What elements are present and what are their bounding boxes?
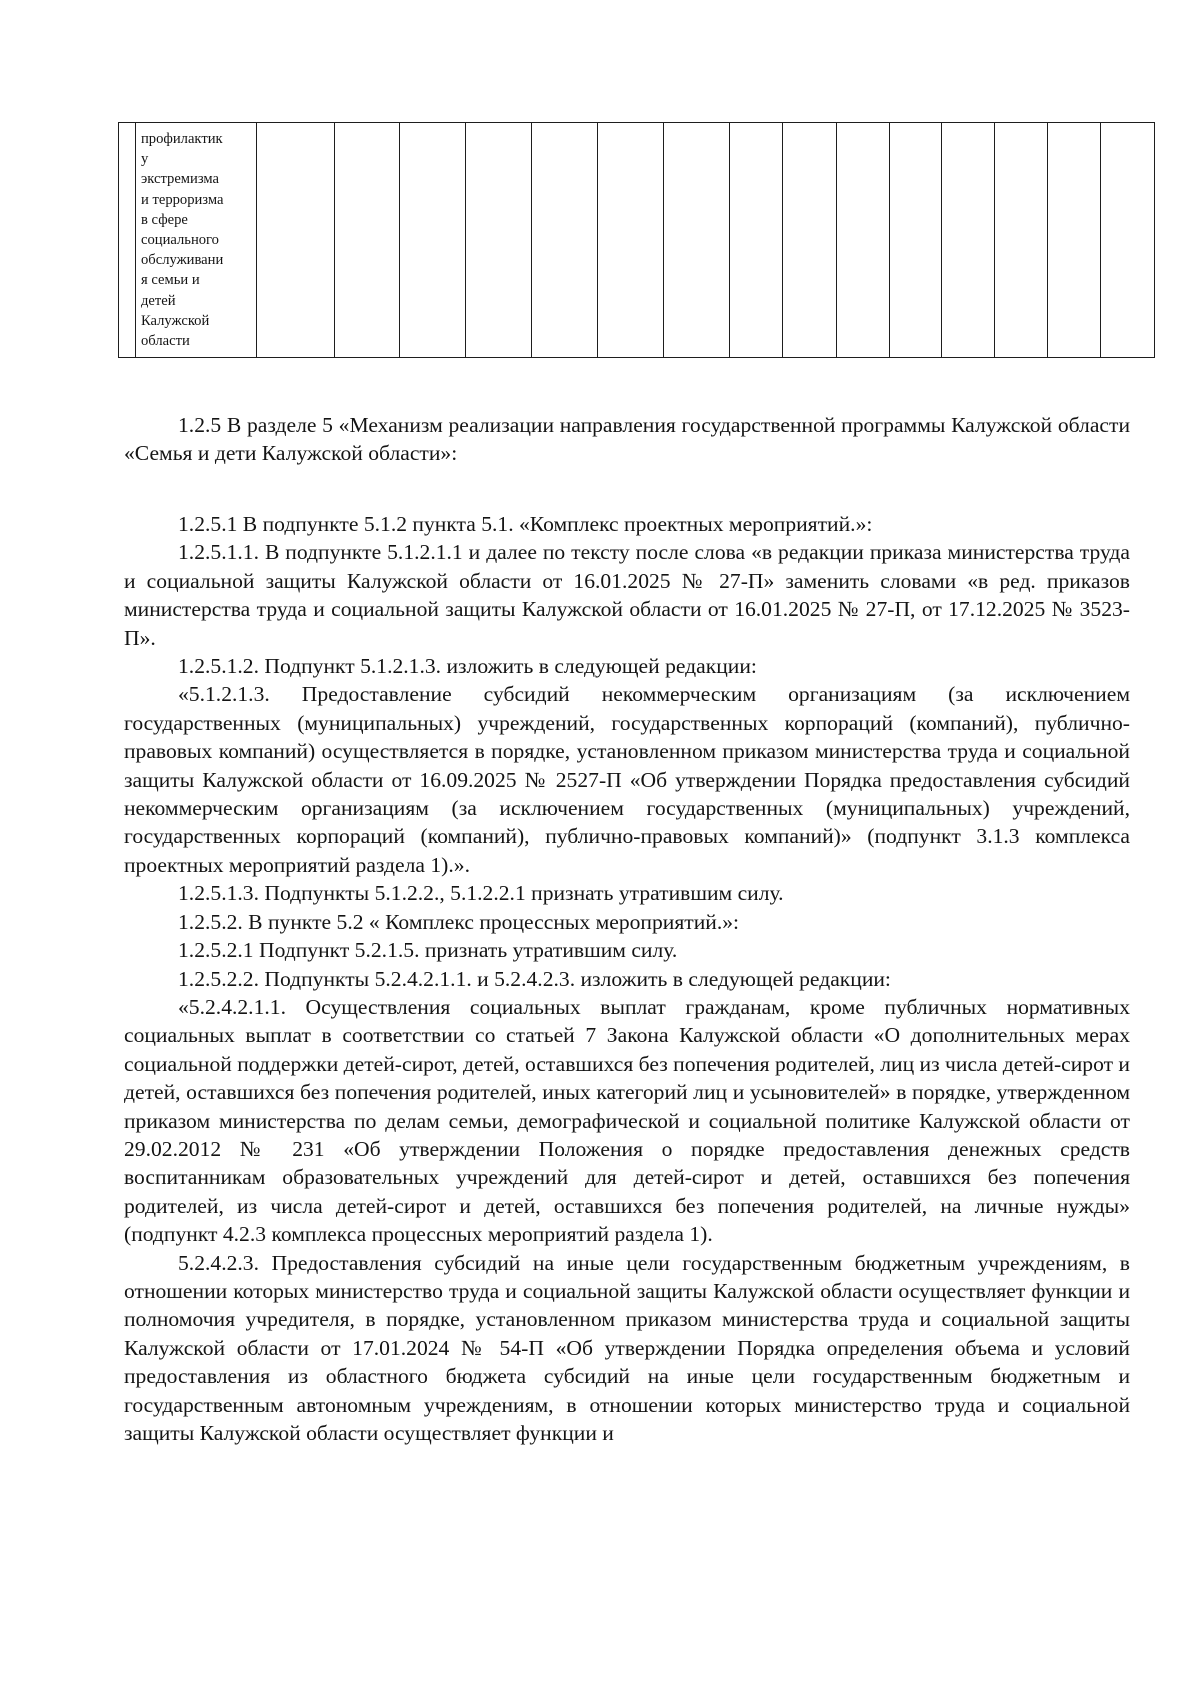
table-cell-empty <box>1101 123 1155 358</box>
table-cell-empty <box>942 123 995 358</box>
name-cell-line: экстремизма <box>141 171 220 188</box>
table-row <box>119 123 1155 358</box>
table-cell-empty <box>335 123 400 358</box>
section-5-heading-block <box>124 411 1130 468</box>
name-cell-line: детей <box>141 292 176 309</box>
paragraph-5-1-2-1-3-quote: «5.1.2.1.3. Предоставление субсидий некоммерческим организациям (за исключением государственных (муниципальных) учреждений, государственных корпораций (компаний), публично-правовых компаний) осуществляется в порядке, установленном приказом министерства труда и социальной защиты Калужской области от 16.09.2025 № 2527-П «Об утверждении Порядка предоставления субсидий некоммерческим организациям (за исключением государственных (муниципальных) учреждений, государственных корпораций (компаний), публично-правовых компаний)» (подпункт 3.1.3 комплекса проектных мероприятий раздела 1).». <box>124 682 1130 877</box>
name-cell-line: Калужской <box>141 312 210 329</box>
paragraph-1-2-5-1-2: 1.2.5.1.2. Подпункт 5.1.2.1.3. изложить в следующей редакции: <box>178 654 757 679</box>
table-cell-number <box>119 123 136 358</box>
paragraph-1-2-5-2: 1.2.5.2. В пункте 5.2 « Комплекс процессных мероприятий.»: <box>178 909 740 934</box>
amendments-body <box>124 510 1130 1447</box>
paragraph-1-2-5-2-1: 1.2.5.2.1 Подпункт 5.2.1.5. признать утратившим силу. <box>178 938 678 963</box>
table-cell-empty <box>466 123 532 358</box>
table-cell-empty <box>598 123 664 358</box>
table-cell-empty <box>730 123 783 358</box>
name-cell-line: обслуживани <box>141 252 224 269</box>
table-cell-empty <box>890 123 942 358</box>
paragraph-1-2-5-1-3: 1.2.5.1.3. Подпункты 5.1.2.2., 5.1.2.2.1 признать утратившим силу. <box>178 881 784 906</box>
paragraph-1-2-5: 1.2.5 В разделе 5 «Механизм реализации направления государственной программы Калужской области «Семья и дети Калужской области»: <box>124 413 1130 466</box>
table-cell-empty <box>532 123 598 358</box>
name-cell-line: в сфере <box>141 211 188 228</box>
table-cell-empty <box>664 123 730 358</box>
paragraph-5-2-4-2-3: 5.2.4.2.3. Предоставления субсидий на иные цели государственным бюджетным учреждениям, в отношении которых министерство труда и социальной защиты Калужской области осуществляет функции и полномочия учредителя, в порядке, установленном приказом министерства труда и социальной защиты Калужской области от 17.01.2024 № 54-П «Об утверждении Порядка определения объема и условий предоставления из областного бюджета субсидий на иные цели государственным бюджетным и государственным автономным учреждениям, в отношении которых министерство труда и социальной защиты Калужской области осуществляет функции и <box>124 1250 1130 1445</box>
name-cell-line: области <box>141 333 190 350</box>
name-cell-line: и терроризма <box>141 191 224 208</box>
name-cell-line: профилактик <box>141 131 223 147</box>
program-table-fragment <box>118 122 1155 358</box>
table-cell-name <box>136 123 257 358</box>
table-cell-empty <box>1048 123 1101 358</box>
paragraph-1-2-5-1: 1.2.5.1 В подпункте 5.1.2 пункта 5.1. «Комплекс проектных мероприятий.»: <box>178 512 873 536</box>
table-cell-empty <box>995 123 1048 358</box>
table-cell-empty <box>837 123 890 358</box>
paragraph-1-2-5-2-2: 1.2.5.2.2. Подпункты 5.2.4.2.1.1. и 5.2.4.2.3. изложить в следующей редакции: <box>178 966 891 991</box>
name-cell-line: я семьи и <box>141 272 200 289</box>
paragraph-5-2-4-2-1-1-quote: «5.2.4.2.1.1. Осуществления социальных выплат гражданам, кроме публичных нормативных социальных выплат в соответствии со статьей 7 Закона Калужской области «О дополнительных мерах социальной поддержки детей-сирот, детей, оставшихся без попечения родителей, лиц из числа детей-сирот и детей, оставшихся без попечения родителей, иных категорий лиц и усыновителей» в порядке, утвержденном приказом министерства по делам семьи, демографической и социальной политике Калужской области от 29.02.2012 № 231 «Об утверждении Положения о порядке предоставления денежных средств воспитанникам образовательных учреждений для детей-сирот и детей, оставшихся без попечения родителей, из числа детей-сирот и детей, оставшихся без попечения родителей, на личные нужды» (подпункт 4.2.3 комплекса процессных мероприятий раздела 1). <box>124 994 1130 1247</box>
paragraph-1-2-5-1-1: 1.2.5.1.1. В подпункте 5.1.2.1.1 и далее по тексту после слова «в редакции приказа министерства труда и социальной защиты Калужской области от 16.01.2025 № 27-П» заменить словами «в ред. приказов министерства труда и социальной защиты Калужской области от 16.01.2025 № 27-П, от 17.12.2025 № 3523-П». <box>124 540 1130 650</box>
name-cell-line: социального <box>141 232 219 249</box>
name-cell-line: у <box>141 151 149 168</box>
table-cell-empty <box>400 123 466 358</box>
table-cell-empty <box>257 123 335 358</box>
table-cell-empty <box>783 123 837 358</box>
